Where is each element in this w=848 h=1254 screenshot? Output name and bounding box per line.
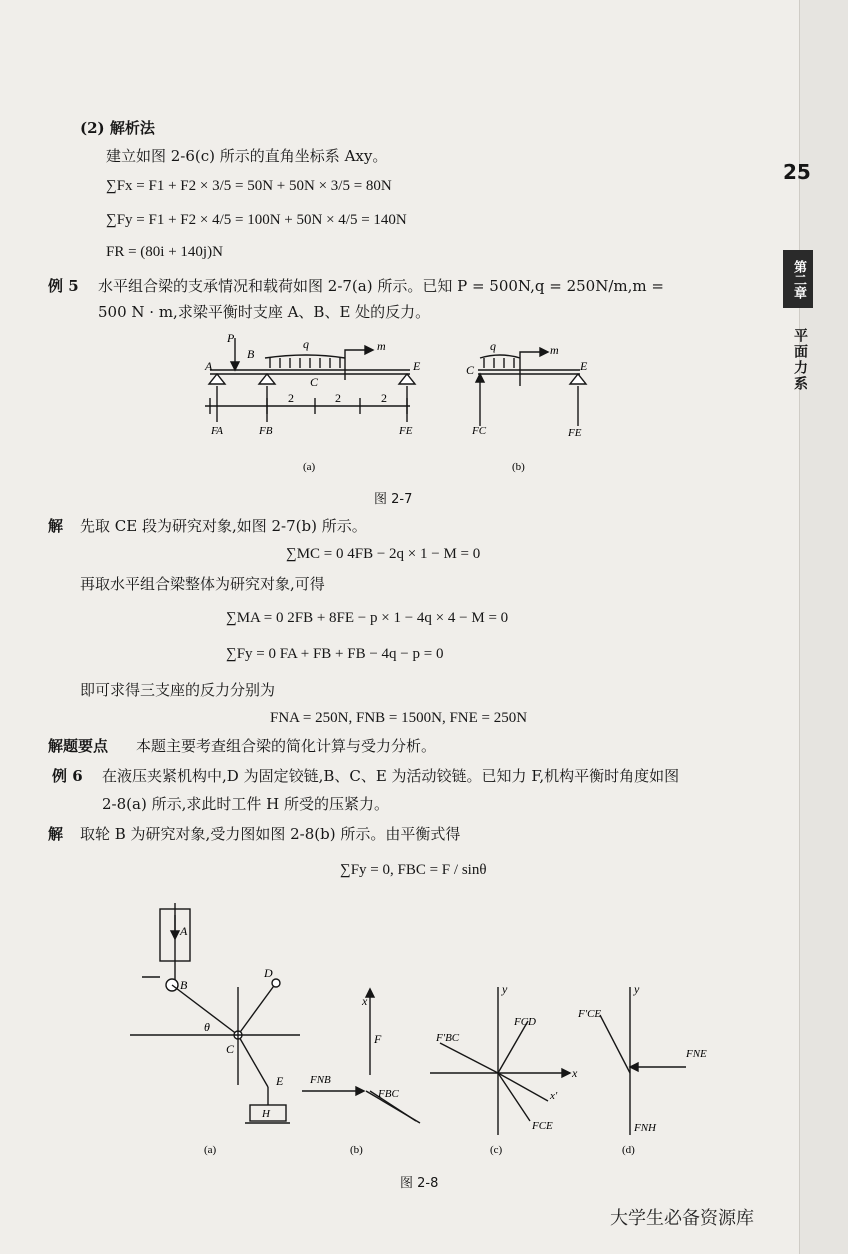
solution5-key-label: 解题要点 (48, 737, 109, 755)
solution5-eq3: ∑Fy = 0 FA + FB + FB − 4q − p = 0 (226, 646, 444, 662)
label-FE-b: FE (568, 427, 582, 439)
solution5-line3: 即可求得三支座的反力分别为 (80, 681, 276, 699)
dim-2: 2 (335, 391, 341, 405)
label-C-2-8: C (226, 1042, 235, 1056)
label-FA: FA (211, 425, 224, 437)
section-heading: (2) 解析法 (80, 119, 155, 137)
label-C-b: C (466, 363, 475, 377)
label-FNE: FNE (686, 1048, 707, 1060)
solution5-eq2: ∑MA = 0 2FB + 8FE − p × 1 − 4q × 4 − M = 0 (226, 610, 509, 626)
figure-2-8-caption: 图 2-8 (400, 1176, 439, 1191)
label-B-2-8: B (180, 978, 188, 992)
label-FBC: FBC (378, 1088, 399, 1100)
label-D-2-8: D (264, 966, 273, 980)
label-x-c: x (572, 1066, 578, 1080)
label-FNB: FNB (310, 1074, 331, 1086)
page-edge-strip (799, 0, 848, 1254)
label-theta-a: θ (204, 1020, 210, 1034)
label-A-2-8: A (180, 924, 188, 938)
equation-sum-fy: ∑Fy = F1 + F2 × 4/5 = 100N + 50N × 4/5 = 140N (106, 212, 407, 228)
label-FE: FE (399, 425, 413, 437)
dim-1: 2 (288, 391, 294, 405)
sub-caption-b: (b) (512, 461, 525, 473)
solution5-line1: 先取 CE 段为研究对象,如图 2-7(b) 所示。 (80, 517, 367, 535)
sub-caption-2-8d: (d) (622, 1144, 635, 1156)
label-E-2-8: E (276, 1074, 284, 1088)
label-FB: FB (259, 425, 273, 437)
label-q-b: q (490, 339, 496, 353)
solution6-eq: ∑Fy = 0, FBC = F / sinθ (340, 862, 487, 878)
sub-caption-a: (a) (303, 461, 316, 473)
label-H-2-8: H (262, 1108, 270, 1120)
label-F: F (374, 1032, 382, 1046)
figure-2-7b (460, 330, 600, 480)
label-E: E (413, 359, 421, 373)
label-FNH: FNH (634, 1122, 656, 1134)
section-intro: 建立如图 2-6(c) 所示的直角坐标系 Axy。 (106, 147, 388, 165)
label-y-b: x (362, 994, 368, 1008)
sub-caption-2-8a: (a) (204, 1144, 217, 1156)
label-m-b: m (550, 343, 559, 357)
label-C: C (310, 375, 319, 389)
label-FBC-prime: F'BC (436, 1032, 460, 1044)
label-E-b: E (580, 359, 588, 373)
label-FCD: FCD (514, 1016, 536, 1028)
solution5-eq4: FNA = 250N, FNB = 1500N, FNE = 250N (270, 710, 528, 726)
label-B: B (247, 347, 255, 361)
example5-label: 例 5 (48, 277, 79, 295)
figure-2-7-caption: 图 2-7 (374, 492, 413, 507)
equation-resultant: FR = (80i + 140j)N (106, 244, 223, 260)
solution6-text: 取轮 B 为研究对象,受力图如图 2-8(b) 所示。由平衡式得 (80, 825, 461, 843)
solution5-eq1: ∑MC = 0 4FB − 2q × 1 − M = 0 (286, 546, 481, 562)
label-x-prime: x' (550, 1090, 558, 1102)
label-y-d: y (634, 982, 640, 996)
example6-text-line1: 在液压夹紧机构中,D 为固定铰链,B、C、E 为活动铰链。已知力 F,机构平衡时角度如图 (102, 767, 680, 785)
solution5-line2: 再取水平组合梁整体为研究对象,可得 (80, 575, 325, 593)
dim-3: 2 (381, 391, 387, 405)
solution5-label: 解 (48, 517, 64, 535)
solution5-key-text: 本题主要考查组合梁的简化计算与受力分析。 (136, 737, 437, 755)
figure-2-7a (195, 330, 435, 480)
chapter-tab: 第二章 (783, 250, 813, 308)
sub-caption-2-8b: (b) (350, 1144, 363, 1156)
watermark: 大学生必备资源库 (610, 1208, 754, 1229)
label-FCE: FCE (532, 1120, 553, 1132)
label-FCE-prime: F'CE (578, 1008, 602, 1020)
example5-text-line2: 500 N · m,求梁平衡时支座 A、B、E 处的反力。 (98, 303, 431, 321)
label-q: q (303, 337, 309, 351)
equation-sum-fx: ∑Fx = F1 + F2 × 3/5 = 50N + 50N × 3/5 = 80N (106, 178, 392, 194)
example5-text-line1: 水平组合梁的支承情况和载荷如图 2-7(a) 所示。已知 P = 500N,q = 250N/m,m = (98, 277, 664, 295)
example6-text-line2: 2-8(a) 所示,求此时工件 H 所受的压紧力。 (102, 795, 389, 813)
label-FC: FC (472, 425, 487, 437)
label-P: P (227, 331, 235, 345)
chapter-title: 平面力系 (792, 328, 808, 392)
label-y-c: y (502, 982, 508, 996)
example6-label: 例 6 (52, 767, 83, 785)
sub-caption-2-8c: (c) (490, 1144, 503, 1156)
solution6-label: 解 (48, 825, 64, 843)
label-A: A (205, 359, 213, 373)
label-m: m (377, 339, 386, 353)
figure-2-8 (130, 895, 730, 1165)
page-number: 25 (783, 160, 811, 184)
